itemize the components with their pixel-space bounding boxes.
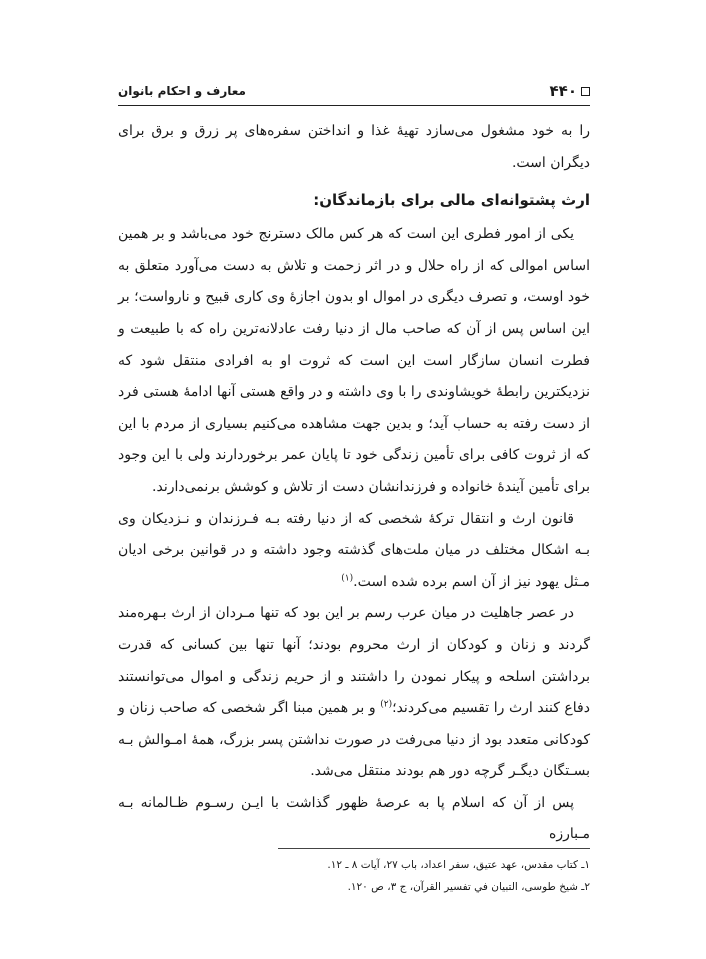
footnote-1: ۱ـ کتاب مقدس، عهد عتیق، سفر اعداد، باب ۲۷، آیات ۸ ـ ۱۲. xyxy=(327,859,590,871)
footnote-divider xyxy=(278,848,590,849)
running-title: معارف و احکام بانوان xyxy=(118,84,246,98)
paragraph: یکی از امور فطری این است که هر کس مالک دسترنج خود می‌باشد و بر همین اساس اموالی که از راه حلال و در اثر زحمت و تلاش به دست می‌آورد متعلق به خود اوست، و تصرف دیگری در اموال او بدون اجازهٔ وی کاری قبیح و نارواست؛ بر این اساس پس از آن که صاحب مال از دنیا رفت عادلانه‌ترین راه که با طبیعت و فطرت انسان سازگار است این است که ثروت او به افرادی منتقل شود که نزدیکترین رابطهٔ خویشاوندی را با وی داشته و در واقع هستی آنها ادامهٔ هستی فرد از دست رفته به حساب آید؛ و بدین جهت مشاهده می‌کنیم بسیاری از مردم با این که از ثروت کافی برای تأمین زندگی خود تا پایان عمر برخوردارند ولی با این وجود برای تأمین آیندهٔ خانواده و فرزندانشان دست از تلاش و کوشش برنمی‌دارند. xyxy=(118,226,590,495)
paragraph xyxy=(118,504,590,599)
header-divider xyxy=(118,105,590,106)
paragraph-continued: را به خود مشغول می‌سازد تهیهٔ غذا و انداختن سفره‌های پر زرق و برق برای دیگران است. xyxy=(118,123,590,171)
section-heading: ارث پشتوانه‌ای مالی برای بازماندگان: xyxy=(313,191,590,210)
page-header xyxy=(118,80,590,102)
page-number: ۴۴۰ xyxy=(549,82,577,100)
footnote-ref-2: (۲) xyxy=(380,699,393,710)
footnote-ref-1: (۱) xyxy=(341,573,354,584)
paragraph-text: قانون ارث و انتقال ترکهٔ شخصی که از دنیا رفته بـه فـرزندان و نـزدیکان وی بـه اشکال مختلف در میان ملت‌های گذشته وجود داشته و در قوانین برخی ادیان مـثل یهود نیز از آن اسم برده شده است. xyxy=(118,510,590,590)
footnote-2: ۲ـ شیخ طوسی، التبیان في تفسیر القرآن، ج ۳، ص ۱۲۰. xyxy=(347,881,590,893)
page-number-block xyxy=(550,82,590,100)
square-bullet-icon xyxy=(581,87,590,96)
paragraph xyxy=(118,598,590,788)
footnotes xyxy=(118,854,590,898)
paragraph-text: و بر همین مبنا اگر شخصی که صاحب زنان و کودکانی متعدد بود از دنیا می‌رفت در صورت نداشتن پسر بزرگ، همهٔ امـوالش بـه بسـتگان دیگـر گرچه دور هم بودند منتقل می‌شد. xyxy=(118,700,590,780)
main-text xyxy=(118,116,590,851)
paragraph: پس از آن که اسلام پا به عرصهٔ ظهور گذاشت با ایـن رسـوم ظـالمانه بـه مـبارزه xyxy=(118,794,590,843)
paragraph-text: در عصر جاهلیت در میان عرب رسم بر این بود که تنها مـردان از ارث بـهره‌مند گردند و زنان و کودکان از ارث محروم بودند؛ آنها تنها بین کسانی که قدرت برداشتن اسلحه و پیکار نمودن را داشتند و از حریم زندگی و اموال می‌توانستند دفاع کنند ارث را تقسیم می‌کردند؛ xyxy=(118,605,590,717)
